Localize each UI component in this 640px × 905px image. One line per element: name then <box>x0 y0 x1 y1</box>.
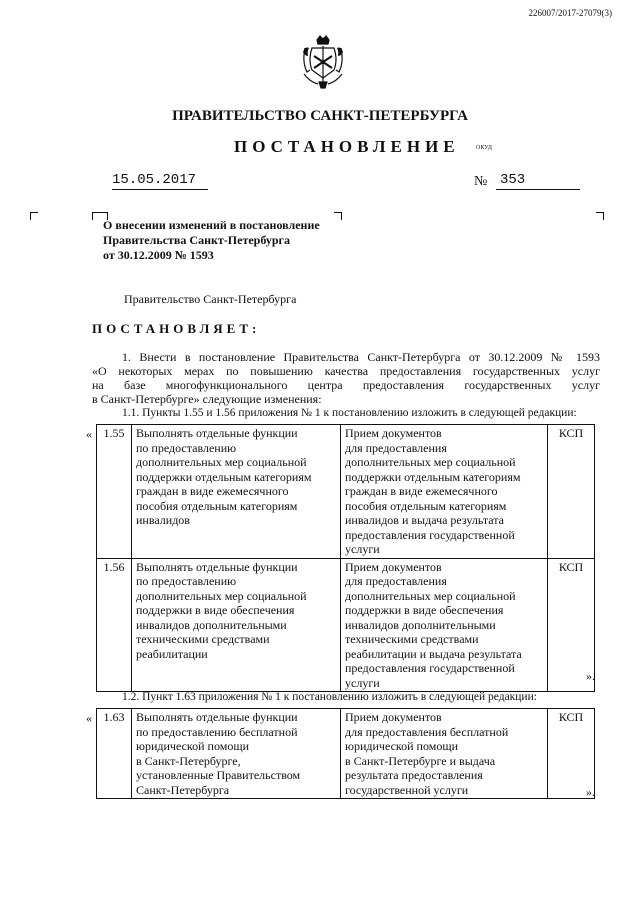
cell-line: в Санкт-Петербурге, <box>136 753 241 768</box>
cell-line: Выполнять отдельные функции <box>136 426 298 440</box>
cell-line: реабилитации и выдача результата <box>345 646 522 661</box>
cell-line: пособия отдельным категориям <box>345 498 507 513</box>
cell-line: Выполнять отдельные функции <box>136 559 298 574</box>
cell-line: юридической помощи <box>345 739 458 753</box>
cell-line: по предоставлению бесплатной <box>136 724 298 739</box>
subject-line: Правительства Санкт-Петербурга <box>103 233 291 247</box>
subject-line: О внесении изменений в постановление <box>103 218 320 232</box>
close-quote: ». <box>586 785 595 799</box>
cell-line: государственной услуги <box>345 782 469 797</box>
cell-organization: КСП <box>548 558 595 692</box>
cell-item-number: 1.55 <box>97 425 132 559</box>
cell-line: для предоставления <box>345 574 447 588</box>
table-row <box>97 709 595 799</box>
cell-line: услуги <box>345 675 380 690</box>
okud-label: ОКУД <box>476 145 492 151</box>
cell-line: Санкт-Петербурга <box>136 782 230 797</box>
cell-line: дополнительных мер социальной <box>345 455 516 469</box>
cell-service <box>341 425 548 559</box>
cell-line: инвалидов и выдача результата <box>345 513 504 527</box>
cell-line: инвалидов дополнительными <box>345 617 496 632</box>
decree-heading: ПОСТАНОВЛЯЕТ: <box>92 321 261 336</box>
cell-function <box>132 709 341 799</box>
cell-line: для предоставления <box>345 440 447 455</box>
cell-service <box>341 558 548 692</box>
item-1-paragraph <box>92 350 600 406</box>
cell-line: предоставления государственной <box>345 527 515 542</box>
amendment-table-2 <box>96 708 595 799</box>
cell-line: услуги <box>345 542 380 556</box>
cell-line: Прием документов <box>345 426 442 440</box>
cell-line: дополнительных мер социальной <box>136 588 307 603</box>
open-quote: « <box>86 711 92 725</box>
table-row <box>97 425 595 559</box>
cell-line: юридической помощи <box>136 739 249 753</box>
cell-line: дополнительных мер социальной <box>345 588 516 603</box>
cell-line: инвалидов дополнительными <box>136 617 287 632</box>
cell-line: техническими средствами <box>136 632 270 646</box>
cell-line: Прием документов <box>345 559 442 574</box>
item-1-2-text: 1.2. Пункт 1.63 приложения № 1 к постановлению изложить в следующей редакции: <box>122 691 537 703</box>
cell-line: поддержки отдельным категориям <box>345 469 521 484</box>
cell-line: Прием документов <box>345 710 442 724</box>
cell-line: техническими средствами <box>345 632 479 646</box>
amendment-table-1 <box>96 424 595 692</box>
cell-line: дополнительных мер социальной <box>136 455 307 469</box>
cell-item-number: 1.56 <box>97 558 132 692</box>
government-name: ПРАВИТЕЛЬСТВО САНКТ-ПЕТЕРБУРГА <box>172 108 468 124</box>
cell-line: в Санкт-Петербурге и выдача <box>345 753 496 768</box>
document-number: 353 <box>496 172 580 190</box>
cell-line: пособия отдельным категориям <box>136 498 298 513</box>
cell-line: результата предоставления <box>345 768 483 782</box>
cell-line: предоставления государственной <box>345 661 515 675</box>
item-1-line: на базе многофункционального центра предоставления государственных услуг <box>92 378 600 392</box>
open-quote: « <box>86 427 92 441</box>
cell-line: инвалидов <box>136 513 190 527</box>
document-subject <box>103 218 343 263</box>
cell-function <box>132 558 341 692</box>
corner-mark-top-right <box>596 212 604 220</box>
cell-line: поддержки в виде обеспечения <box>345 603 504 617</box>
cell-line: граждан в виде ежемесячного <box>136 484 289 498</box>
item-1-line: 1. Внести в постановление Правительства Санкт-Петербурга от 30.12.2009 № 1593 <box>122 350 600 364</box>
cell-line: граждан в виде ежемесячного <box>345 484 498 498</box>
cell-line: для предоставления бесплатной <box>345 724 509 739</box>
cell-line: установленные Правительством <box>136 768 301 782</box>
item-1-1-text: 1.1. Пункты 1.55 и 1.56 приложения № 1 к постановлению изложить в следующей редакции: <box>122 407 577 419</box>
cell-item-number: 1.63 <box>97 709 132 799</box>
cell-line: реабилитации <box>136 646 208 661</box>
cell-organization: КСП <box>548 425 595 559</box>
document-registration-number: 226007/2017-27079(3) <box>528 8 612 18</box>
cell-line: по предоставлению <box>136 574 237 588</box>
cell-line: поддержки в виде обеспечения <box>136 603 295 617</box>
table-row <box>97 558 595 692</box>
cell-service <box>341 709 548 799</box>
item-1-line: в Санкт-Петербурге» следующие изменения: <box>92 392 322 406</box>
corner-mark-subject-left <box>92 212 100 220</box>
coat-of-arms-icon <box>300 34 346 92</box>
corner-mark-top-left <box>30 212 38 220</box>
cell-line: Выполнять отдельные функции <box>136 710 298 724</box>
item-1-line: «О некоторых мерах по повышению качества предоставления государственных услуг <box>92 364 600 378</box>
issuer: Правительство Санкт-Петербурга <box>124 292 297 306</box>
cell-function <box>132 425 341 559</box>
subject-line: от 30.12.2009 № 1593 <box>103 248 214 262</box>
document-date: 15.05.2017 <box>112 172 208 190</box>
cell-organization: КСП <box>548 709 595 799</box>
close-quote: ». <box>586 669 595 683</box>
document-type-title: ПОСТАНОВЛЕНИЕ <box>234 137 460 156</box>
number-sign: № <box>474 174 488 189</box>
cell-line: по предоставлению <box>136 440 237 455</box>
cell-line: поддержки отдельным категориям <box>136 469 312 484</box>
